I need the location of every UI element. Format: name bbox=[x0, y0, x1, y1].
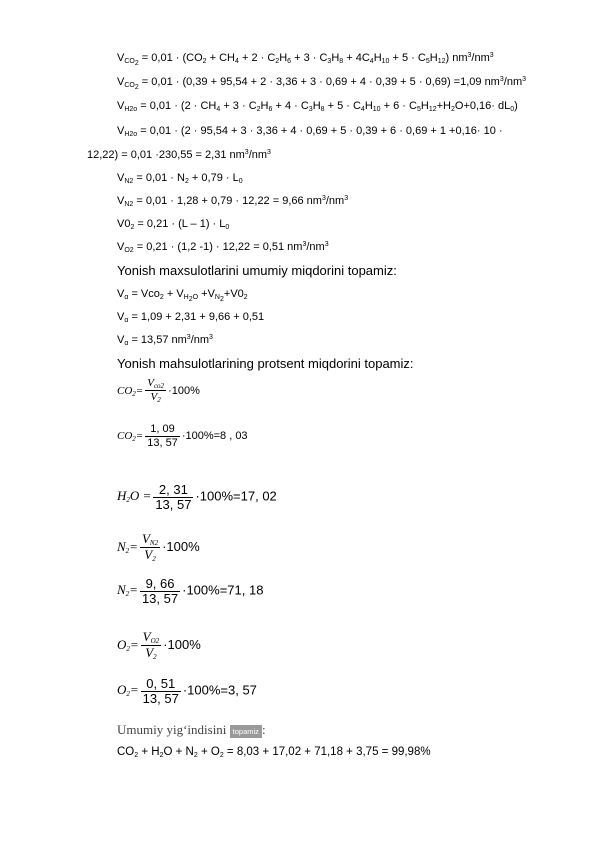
topamiz-badge[interactable]: topamiz bbox=[230, 725, 262, 738]
line-vh2o-calc-2: 12,22) = 0,01 ·230,55 = 2,31 $nm^3/nm^3$ bbox=[87, 149, 271, 161]
formula-co2-definition: $CO_2=$ $\frac{V_{co2}}{V_2}$ ·100% bbox=[117, 377, 200, 405]
heading-total-amount: Yonish maxsulotlarini umumiy miqdorini topamiz: bbox=[117, 263, 397, 278]
formula-n2-calc: $N_2=$ $\frac{9, 66}{13, 57}$ ·100%=71, 18 bbox=[117, 576, 264, 606]
formula-n2-definition: $N_2=$ $\frac{V_{N2}}{V_2}$ ·100% bbox=[117, 531, 200, 564]
final-sum-line: $CO_2 + H_2O + N_2 + O_2 = 8,03 + 17,02 + 71,18 + 3,75 = 99,98\%$ bbox=[117, 746, 431, 759]
line-vh2o-formula: $V_{H2o} = 0,01 \cdot (2 \cdot CH_4 + 3 \cdot C_2H_6 + 4 \cdot C_3H_8 + 5 \cdot C_4H_{10} + 6 \cdot C_5H_{12}+H_2O+0,16\cdot dL_0)$ bbox=[117, 100, 518, 113]
line-vn2-formula: $V_{N2} = 0,01 \cdot N_2 + 0,79 \cdot L_0$ bbox=[117, 172, 243, 185]
formula-co2-calc: $CO_2=$ $\frac{1, 09}{13, 57}$ ·100%=8 , 03 bbox=[117, 423, 248, 449]
line-vo2-formula: $V0_2 = 0,21 \cdot (L - 1) \cdot L_0$ bbox=[117, 218, 230, 231]
line-vo2-calc: $V_{O2} = 0,21 \cdot (1,2$ -1) · 12,22 = 0,51 $nm^3/nm^3$ bbox=[117, 241, 329, 254]
heading-percent: Yonish mahsulotlarining protsent miqdorini topamiz: bbox=[117, 356, 414, 371]
line-vn2-calc: $V_{N2} = 0,01 \cdot 1,28 + 0,79 \cdot 12,22 = 9,66$ $nm^3/nm^3$ bbox=[117, 195, 349, 208]
summary-colon: : bbox=[261, 722, 266, 737]
formula-o2-calc: $O_2=$ $\frac{0, 51}{13, 57}$ ·100%=3, 57 bbox=[117, 676, 257, 706]
line-valpha-calc: $V_\alpha = 1,09 + 2,31 + 9,66 + 0,51$ bbox=[117, 311, 265, 324]
line-vco2-calc: $V_{CO_2} = 0,01 \cdot (0,39 + 95,54 + 2 \cdot 3,36 + 3 \cdot 0,69 + 4 \cdot 0,39 + 5 \cdot 0,69) =1,09$ $nm^3/nm^3$ bbox=[117, 76, 527, 91]
line-vco2-formula: $V_{CO_2} = 0,01 \cdot (CO_2 + CH_4 + 2 \cdot C_2H_6 + 3 \cdot C_3H_8 + 4C_4H_{10} + 5 \cdot C_5H_{12})$ $nm^3/nm^3$ bbox=[117, 52, 494, 67]
summary-text: Umumiy yig‘indisini bbox=[117, 722, 227, 737]
line-valpha-formula: $V_\alpha = Vco_2 + V_{H_2O} +V_{N_2}+V0_2$ bbox=[117, 288, 248, 303]
formula-o2-definition: $O_2=$ $\frac{V_{O2}}{V_2}$ ·100% bbox=[117, 629, 201, 662]
formula-h2o-calc: $H_2O$ = $\frac{2, 31}{13, 57}$ ·100%=17, 02 bbox=[117, 482, 277, 512]
line-vh2o-calc-1: $V_{H2o} = 0,01 \cdot (2 \cdot 95,54 + 3 \cdot 3,36 + 4 \cdot 0,69 + 5 \cdot 0,39 + 6 \cdot 0,69 + 1 +0,16\cdot 10$ · bbox=[117, 125, 503, 138]
summary-line bbox=[117, 722, 266, 738]
line-valpha-result: $V_\alpha = 13,57$ $nm^3/nm^3$ bbox=[117, 334, 213, 347]
